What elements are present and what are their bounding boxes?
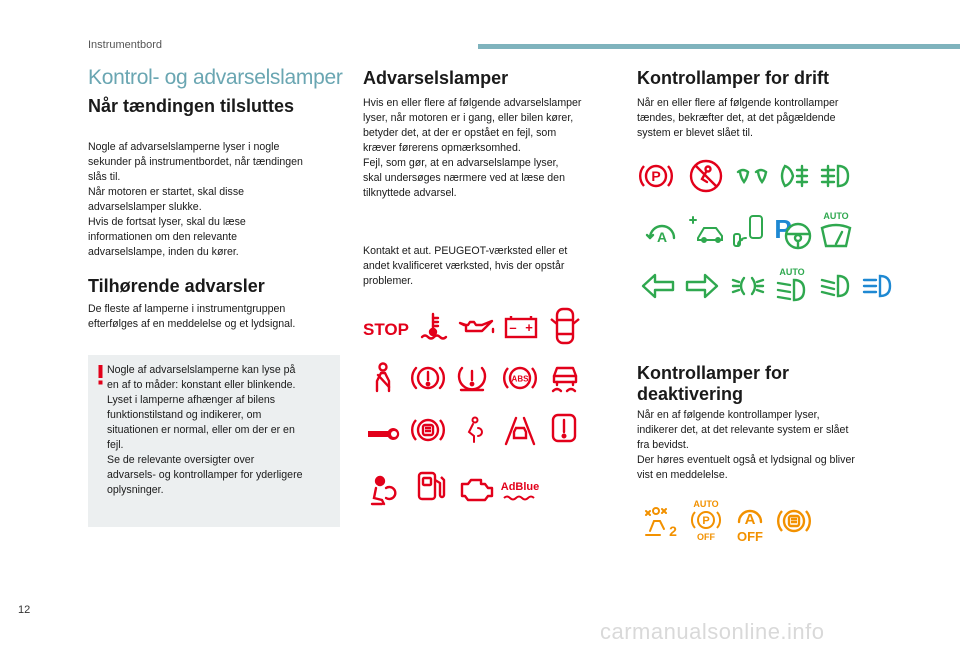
steering-icon <box>780 220 816 252</box>
header-bar <box>478 44 960 49</box>
auto-parking-brake-off-label: OFF <box>697 532 715 542</box>
speed-limiter-icon <box>686 214 726 246</box>
coolant-temperature-icon <box>415 310 451 342</box>
seatbelt-2-icon <box>642 505 680 539</box>
battery-icon <box>503 311 539 343</box>
brake-warning-icon <box>410 362 446 394</box>
auto-headlights-label: AUTO <box>779 267 805 277</box>
warning-lamps-paragraph: Hvis en eller flere af følgende advarselslamper lyser, når motoren er i gang, eller bilen kører, betyder det, at der er opstået en fejl, som kræver førerens opmærksomhed. Fejl, som gør, at en advarselslampe lyser, skal undersøges nærmere ved at læse den tilknyttede advarsel. <box>363 97 582 199</box>
stop-start-off-icon <box>732 500 768 542</box>
deactivation-lamps-paragraph: Når en af følgende kontrollamper lyser, indikerer det, at det relevante system er slået fra bevidst. Der høres eventuelt også et lydsignal og bliver vist en meddelelse. <box>637 409 855 481</box>
auto-parking-brake-p-label: P <box>702 515 710 527</box>
workshop-paragraph: Kontakt et aut. PEUGEOT-værksted eller et andet kvalificeret værksted, hvis der opstår problemer. <box>363 245 568 287</box>
left-indicator-icon <box>640 270 676 302</box>
seatbelt-icon <box>368 362 398 394</box>
watermark-link[interactable]: carmanualsonline.info <box>600 619 825 644</box>
operation-lamps-paragraph: Når en eller flere af følgende kontrollamper tændes, bekræfter det, at det pågældende system er blevet slået til. <box>637 97 839 139</box>
stop-start-icon <box>644 218 680 248</box>
heading-operation-lamps: Kontrollamper for drift <box>637 68 829 88</box>
engine-check-icon <box>456 472 496 504</box>
main-beam-icon <box>860 270 896 302</box>
preheat-icon <box>734 162 770 194</box>
parking-brake-icon <box>638 160 674 192</box>
auto-parking-brake-auto-label: AUTO <box>693 499 719 509</box>
right-indicator-icon <box>684 270 720 302</box>
rear-foglight-icon <box>777 160 813 192</box>
service-wrench-icon <box>366 418 402 450</box>
note-text: Nogle af advarselslamperne kan lyse på en af to måder: konstant eller blinkende. Lyset i lamperne afhænger af bilens funktionstilstand og indikerer, om situationen er normal, eller om der er en fejl. Se de relevante oversigter over advarsels- og kontrollamper for yderligere oplysninger. <box>107 364 303 496</box>
fuel-icon <box>413 470 449 502</box>
heading-ignition: Når tændingen tilsluttes <box>88 96 295 116</box>
page-title: Kontrol- og advarselslamper <box>88 66 343 89</box>
airbag-off-icon <box>688 158 724 194</box>
stop-start-off-label: OFF <box>737 529 763 544</box>
auto-wiper-icon <box>818 210 854 250</box>
section-header-label: Instrumentbord <box>88 39 162 51</box>
stability-control-icon <box>547 362 583 394</box>
front-foglight-icon <box>818 160 854 192</box>
auto-headlights-icon <box>774 266 810 304</box>
dipped-beam-icon <box>818 270 854 302</box>
battery-plus-label: + <box>525 320 533 335</box>
battery-minus-label: – <box>509 320 517 335</box>
stop-label: STOP <box>363 320 409 339</box>
abs-label: ABS <box>511 374 529 384</box>
stop-start-off-a-label: A <box>744 511 756 528</box>
heading-associated-warnings: Tilhørende advarsler <box>88 276 265 296</box>
sidelights-icon <box>730 270 766 302</box>
adblue-icon <box>500 476 540 508</box>
note-box <box>88 355 340 527</box>
exclamation-icon <box>96 365 105 385</box>
heading-deactivation-lamps: Kontrollamper for deaktivering <box>637 363 790 404</box>
oil-pressure-icon <box>456 310 496 342</box>
heading-warning-lamps: Advarselslamper <box>363 68 509 88</box>
door-open-icon <box>547 306 583 346</box>
stop-icon <box>364 312 408 344</box>
tyre-pressure-icon <box>454 362 490 394</box>
abs-icon <box>502 362 538 394</box>
stop-start-label: A <box>656 229 668 245</box>
electric-parking-brake-icon <box>410 414 446 446</box>
electric-parking-brake-off-icon <box>776 505 812 537</box>
ignition-paragraph: Nogle af advarselslamperne lyser i nogle sekunder på instrumentbordet, når tændingen slås til. Når motoren er startet, skal disse advarselslamper slukke. Hvis de fortsat lyser, skal du læse informationen om den relevante advarselslampe, inden du kører. <box>88 141 303 258</box>
adblue-label: AdBlue <box>500 481 540 493</box>
parking-indicator-label: P <box>774 214 792 244</box>
park-assist-icon <box>730 212 766 252</box>
associated-warnings-paragraph: De fleste af lamperne i instrumentgruppen efterfølges af en meddelelse og et lydsignal. <box>88 303 296 330</box>
seatbelt-2-label: 2 <box>669 523 677 539</box>
general-warning-icon <box>546 412 582 444</box>
page-number: 12 <box>18 604 31 616</box>
airbag-passenger-icon <box>460 414 486 446</box>
parking-brake-label: P <box>651 168 661 184</box>
auto-wiper-label: AUTO <box>823 211 849 221</box>
airbag-driver-icon <box>368 474 404 506</box>
lane-departure-icon <box>502 414 538 446</box>
auto-parking-brake-off-icon <box>688 498 724 542</box>
